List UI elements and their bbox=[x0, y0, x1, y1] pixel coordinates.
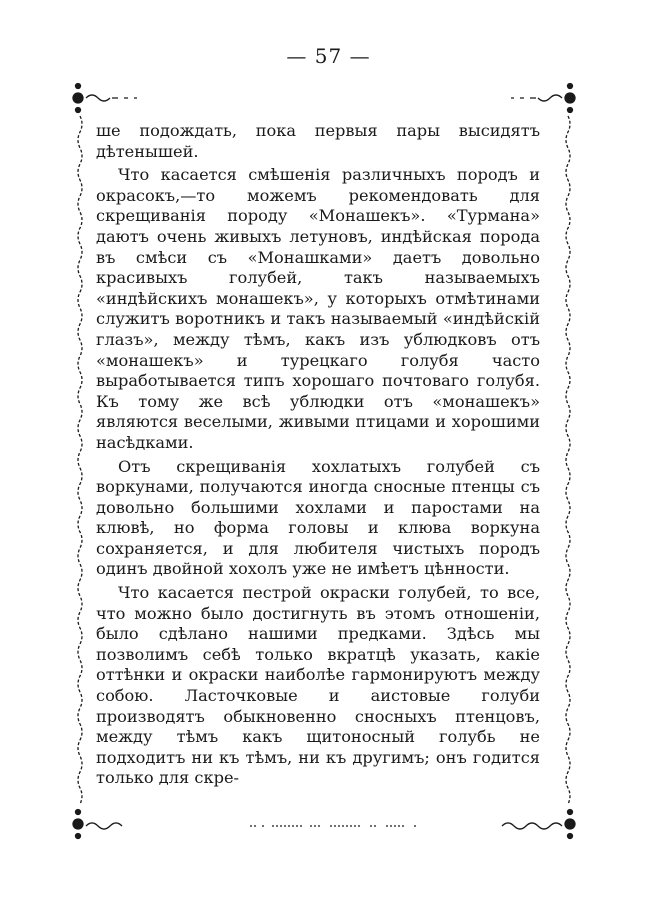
paragraph: Что касается пестрой окраски голубей, то все, что можно было достигнуть въ этомъ отношеніи, было сдѣлано нашими предками. Здѣсь мы позволимъ себѣ только вкратцѣ указать, какіе оттѣнки и окраски наиболѣе гармонируютъ между собою. Ласточковые и аистовые голуби производятъ обыкновенно сносныхъ птенцовъ, между тѣмъ какъ щитоносный голубь не подходитъ ни къ тѣмъ, ни къ другимъ; онъ годится только для скре- bbox=[96, 583, 540, 788]
bottom-ornament-border bbox=[73, 810, 575, 839]
paragraph: Что касается смѣшенія различныхъ породъ и окрасокъ,—то можемъ рекомендовать для скрещиванія породу «Монашекъ». «Турмана» даютъ очень живыхъ летуновъ, индѣйская порода въ смѣси съ «Монашками» даетъ довольно красивыхъ голубей, такъ называемыхъ «индѣйскихъ монашекъ», у которыхъ отмѣтинами служитъ воротникъ и такъ называемый «индѣйскій глазъ», между тѣмъ, какъ изъ ублюдковъ отъ «монашекъ» и турецкаго голубя часто выработывается типъ хорошаго почтоваго голубя. Къ тому же всѣ ублюдки отъ «монашекъ» являются веселыми, живыми птицами и хорошими насѣдками. bbox=[96, 165, 540, 452]
right-ornament-border bbox=[566, 116, 570, 804]
top-ornament-border bbox=[73, 84, 575, 113]
page-body-text bbox=[96, 121, 540, 792]
paragraph: Отъ скрещиванія хохлатыхъ голубей съ воркунами, получаются иногда сносные птенцы съ довольно большими хохлами и паростами на клювѣ, но форма головы и клюва воркуна сохраняется, и для любителя чистыхъ породъ одинъ двойной хохолъ уже не имѣетъ цѣнности. bbox=[96, 456, 540, 579]
left-ornament-border bbox=[78, 116, 82, 804]
page-number: — 57 — bbox=[286, 44, 371, 68]
paragraph-continuation: ше подождать, пока первыя пары высидятъ дѣтенышей. bbox=[96, 121, 540, 161]
